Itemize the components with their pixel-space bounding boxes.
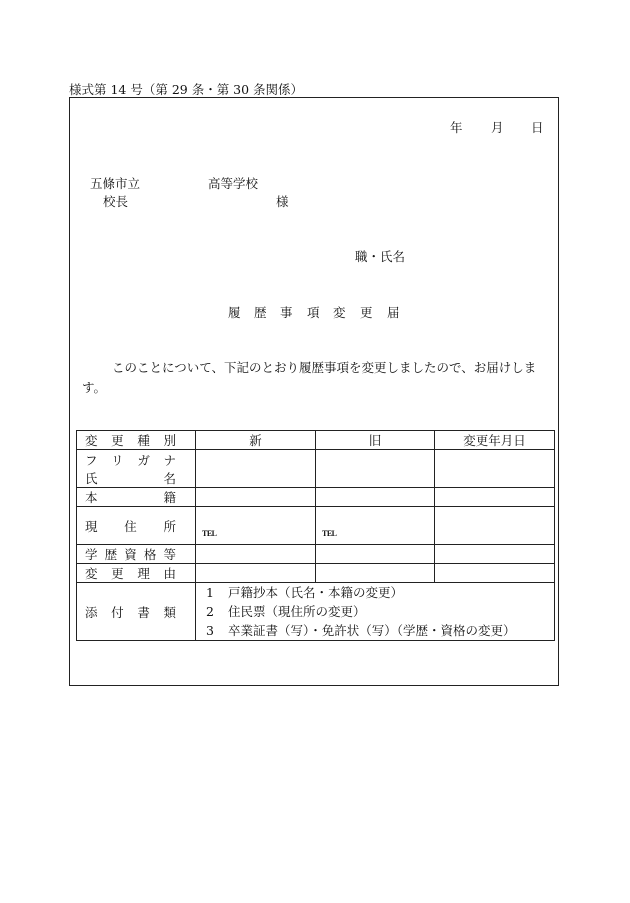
attachment-text: 住民票（現住所の変更）: [228, 604, 366, 619]
tel-label: TEL: [322, 529, 337, 538]
label-char: 資: [124, 547, 137, 562]
table-row-education: [77, 545, 555, 564]
label-char: リ: [111, 452, 124, 468]
attachment-item: [196, 602, 554, 621]
label-char: フ: [85, 452, 98, 468]
label-char: 本: [85, 490, 98, 505]
tel-label: TEL: [202, 529, 217, 538]
cell-address-date[interactable]: [435, 507, 555, 545]
header-new: 新: [196, 431, 316, 450]
header-change-type: [77, 431, 196, 450]
label-char: ガ: [137, 452, 150, 468]
attachment-text: 卒業証書（写）・免許状（写）（学歴・資格の変更）: [228, 623, 516, 638]
label-char: ナ: [163, 452, 176, 468]
row-label-attachments: [77, 583, 196, 641]
cell-reason-date[interactable]: [435, 564, 555, 583]
label-char: 氏: [85, 470, 98, 486]
cell-name-old[interactable]: [316, 450, 435, 488]
attachment-text: 戸籍抄本（氏名・本籍の変更）: [228, 585, 404, 600]
title-char: 事: [280, 305, 293, 320]
date-month-label: 月: [491, 120, 504, 135]
row-label-address: [77, 507, 196, 545]
attachments-list: [196, 583, 555, 641]
table-row-honseki: [77, 488, 555, 507]
cell-education-date[interactable]: [435, 545, 555, 564]
label-char: 格: [143, 547, 157, 562]
label-char: 等: [163, 547, 176, 562]
table-row-reason: [77, 564, 555, 583]
title-char: 項: [307, 305, 320, 320]
header-old: 旧: [316, 431, 435, 450]
label-char: 付: [111, 604, 124, 620]
label-char: 更: [111, 566, 124, 581]
row-label-education: [77, 545, 196, 564]
label-char: 添: [85, 604, 98, 620]
cell-education-old[interactable]: [316, 545, 435, 564]
cell-address-old[interactable]: [316, 507, 435, 545]
change-table: [76, 430, 555, 641]
date-day-label: 日: [531, 120, 544, 135]
label-char: 所: [163, 518, 176, 534]
addressee-city: 五條市立: [90, 176, 141, 191]
attachment-item: [196, 621, 554, 640]
header-change-date: 変更年月日: [435, 431, 555, 450]
addressee-honorific: 様: [276, 194, 289, 209]
label-char: 名: [163, 470, 176, 486]
label-char: 理: [137, 566, 150, 581]
label-char: 由: [163, 566, 176, 581]
cell-reason-new[interactable]: [196, 564, 316, 583]
label-char: 籍: [163, 490, 176, 505]
header-char: 種: [137, 433, 150, 448]
title-char: 履: [228, 305, 241, 320]
body-paragraph: このことについて、下記のとおり履歴事項を変更しましたので、お届けします。: [82, 360, 537, 395]
header-char: 更: [111, 433, 124, 448]
attachment-number: 2: [206, 604, 214, 619]
label-char: 歴: [104, 547, 118, 562]
table-row-name: [77, 450, 555, 488]
header-char: 変: [85, 433, 98, 448]
label-char: 住: [124, 518, 137, 534]
cell-reason-old[interactable]: [316, 564, 435, 583]
title-char: 歴: [254, 305, 267, 320]
attachment-item: [196, 583, 554, 602]
table-row-attachments: [77, 583, 555, 641]
attachment-number: 1: [206, 585, 214, 600]
cell-education-new[interactable]: [196, 545, 316, 564]
addressee-school-suffix: 高等学校: [208, 176, 259, 191]
cell-name-date[interactable]: [435, 450, 555, 488]
date-year-label: 年: [450, 120, 463, 135]
addressee-principal: 校長: [103, 194, 129, 209]
label-char: 書: [137, 604, 150, 620]
form-number-label: 様式第 14 号（第 29 条・第 30 条関係）: [69, 82, 304, 97]
header-char: 別: [163, 433, 176, 448]
label-char: 現: [85, 518, 98, 534]
table-header-row: [77, 431, 555, 450]
row-label-honseki: [77, 488, 196, 507]
cell-honseki-new[interactable]: [196, 488, 316, 507]
cell-address-new[interactable]: [196, 507, 316, 545]
label-char: 類: [163, 604, 176, 620]
title-char: 更: [360, 305, 373, 320]
attachment-number: 3: [206, 623, 214, 638]
row-label-reason: [77, 564, 196, 583]
cell-name-new[interactable]: [196, 450, 316, 488]
label-char: 変: [85, 566, 98, 581]
row-label-furigana-name: [77, 450, 196, 488]
label-char: 学: [85, 547, 98, 562]
cell-honseki-old[interactable]: [316, 488, 435, 507]
cell-honseki-date[interactable]: [435, 488, 555, 507]
table-row-address: [77, 507, 555, 545]
title-char: 届: [387, 305, 400, 320]
applicant-name-label: 職・氏名: [355, 249, 406, 264]
title-char: 変: [333, 305, 346, 320]
